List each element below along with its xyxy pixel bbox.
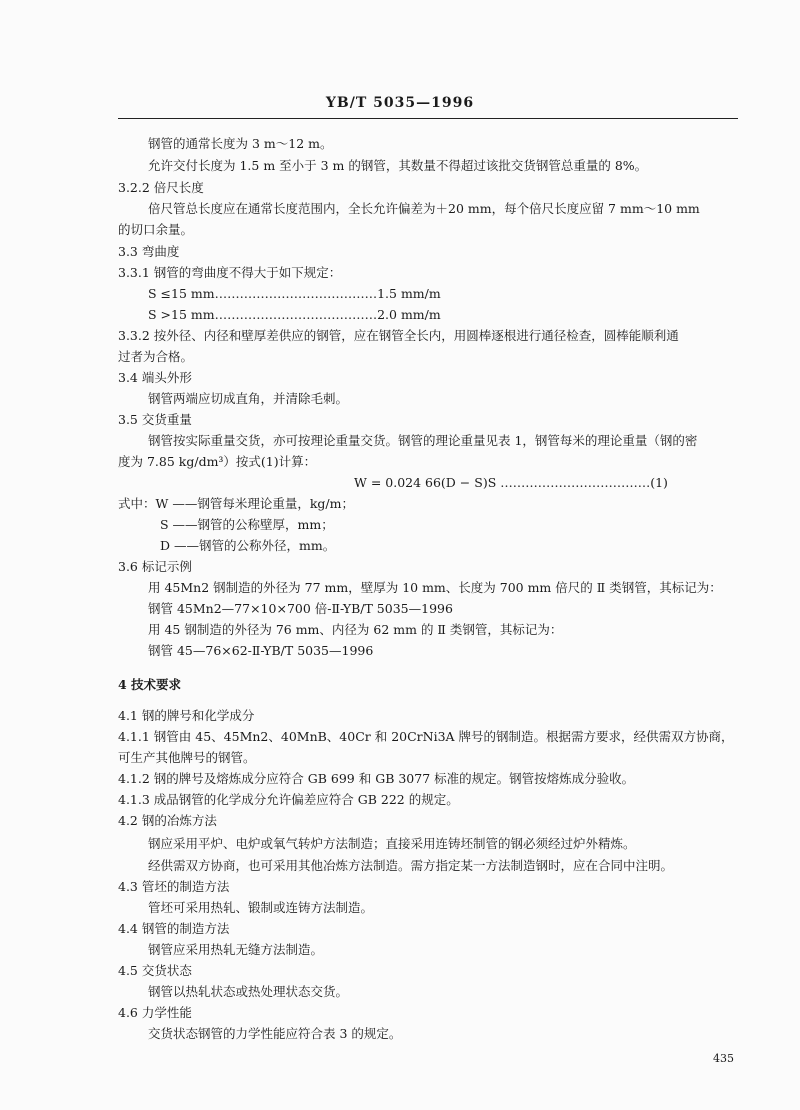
text-line: 4 技术要求	[118, 677, 182, 692]
header-rule	[118, 118, 738, 119]
text-line: 钢管以热轧状态或热处理状态交货。	[148, 984, 349, 999]
text-line: 用 45Mn2 钢制造的外径为 77 mm，壁厚为 10 mm、长度为 700 mm 倍尺的 Ⅱ 类钢管，其标记为：	[148, 580, 722, 595]
text-line: 3.3 弯曲度	[118, 244, 180, 259]
text-line: 4.6 力学性能	[118, 1005, 192, 1020]
text-line: 可生产其他牌号的钢管。	[118, 750, 256, 765]
text-line: 钢管按实际重量交货，亦可按理论重量交货。钢管的理论重量见表 1，钢管每米的理论重量（钢的密	[148, 433, 698, 448]
text-line: 4.3 管坯的制造方法	[118, 879, 230, 894]
text-line: 3.4 端头外形	[118, 370, 192, 385]
text-line: 用 45 钢制造的外径为 76 mm、内径为 62 mm 的 Ⅱ 类钢管，其标记为：	[148, 622, 563, 637]
text-line: 钢管两端应切成直角，并清除毛刺。	[148, 391, 349, 406]
text-line: 4.4 钢管的制造方法	[118, 921, 230, 936]
text-line: 钢管 45Mn2—77×10×700 倍-Ⅱ-YB/T 5035—1996	[148, 601, 453, 616]
text-line: 3.3.1 钢管的弯曲度不得大于如下规定：	[118, 265, 342, 280]
text-line: 度为 7.85 kg/dm³）按式(1)计算：	[118, 454, 317, 469]
text-line: 经供需双方协商，也可采用其他冶炼方法制造。需方指定某一方法制造钢时，应在合同中注明。	[148, 858, 674, 873]
text-line: 4.5 交货状态	[118, 963, 192, 978]
text-line: 钢应采用平炉、电炉或氧气转炉方法制造；直接采用连铸坯制管的钢必须经过炉外精炼。	[148, 836, 636, 851]
text-line: 钢管 45—76×62-Ⅱ-YB/T 5035—1996	[148, 643, 374, 658]
text-line: 过者为合格。	[118, 349, 194, 364]
text-line: 3.5 交货重量	[118, 412, 192, 427]
text-line: W = 0.024 66(D − S)S ………………………………(1)	[354, 475, 668, 490]
text-line: 钢管应采用热轧无缝方法制造。	[148, 942, 324, 957]
text-line: S ≤15 mm…………………………………1.5 mm/m	[148, 286, 441, 301]
text-line: S >15 mm…………………………………2.0 mm/m	[148, 307, 441, 322]
text-line: 钢管的通常长度为 3 m～12 m。	[148, 136, 333, 151]
text-line: D ——钢管的公称外径，mm。	[160, 538, 336, 553]
text-line: 允许交付长度为 1.5 m 至小于 3 m 的钢管，其数量不得超过该批交货钢管总重量的 8%。	[148, 158, 648, 173]
text-line: 4.2 钢的冶炼方法	[118, 813, 217, 828]
text-line: 4.1.3 成品钢管的化学成分允许偏差应符合 GB 222 的规定。	[118, 792, 459, 807]
text-line: 3.3.2 按外径、内径和壁厚差供应的钢管，应在钢管全长内，用圆棒逐根进行通径检查，圆棒能顺利通	[118, 328, 679, 343]
text-line: 4.1.2 钢的牌号及熔炼成分应符合 GB 699 和 GB 3077 标准的规定。钢管按熔炼成分验收。	[118, 771, 635, 786]
text-line: 管坯可采用热轧、锻制或连铸方法制造。	[148, 900, 374, 915]
document-header: YB/T 5035—1996	[325, 95, 475, 111]
text-line: 倍尺管总长度应在通常长度范围内，全长允许偏差为＋20 mm，每个倍尺长度应留 7 mm～10 mm	[148, 201, 700, 216]
text-line: 4.1 钢的牌号和化学成分	[118, 708, 255, 723]
text-line: 式中：W ——钢管每米理论重量，kg/m；	[118, 496, 354, 511]
text-line: 3.2.2 倍尺长度	[118, 180, 204, 195]
text-line: 的切口余量。	[118, 222, 194, 237]
text-line: 3.6 标记示例	[118, 559, 192, 574]
text-line: S ——钢管的公称壁厚，mm；	[160, 517, 334, 532]
text-line: 4.1.1 钢管由 45、45Mn2、40MnB、40Cr 和 20CrNi3A 牌号的钢制造。根据需方要求，经供需双方协商，	[118, 729, 734, 744]
text-line: 交货状态钢管的力学性能应符合表 3 的规定。	[148, 1026, 402, 1041]
page-number: 435	[713, 1052, 734, 1065]
